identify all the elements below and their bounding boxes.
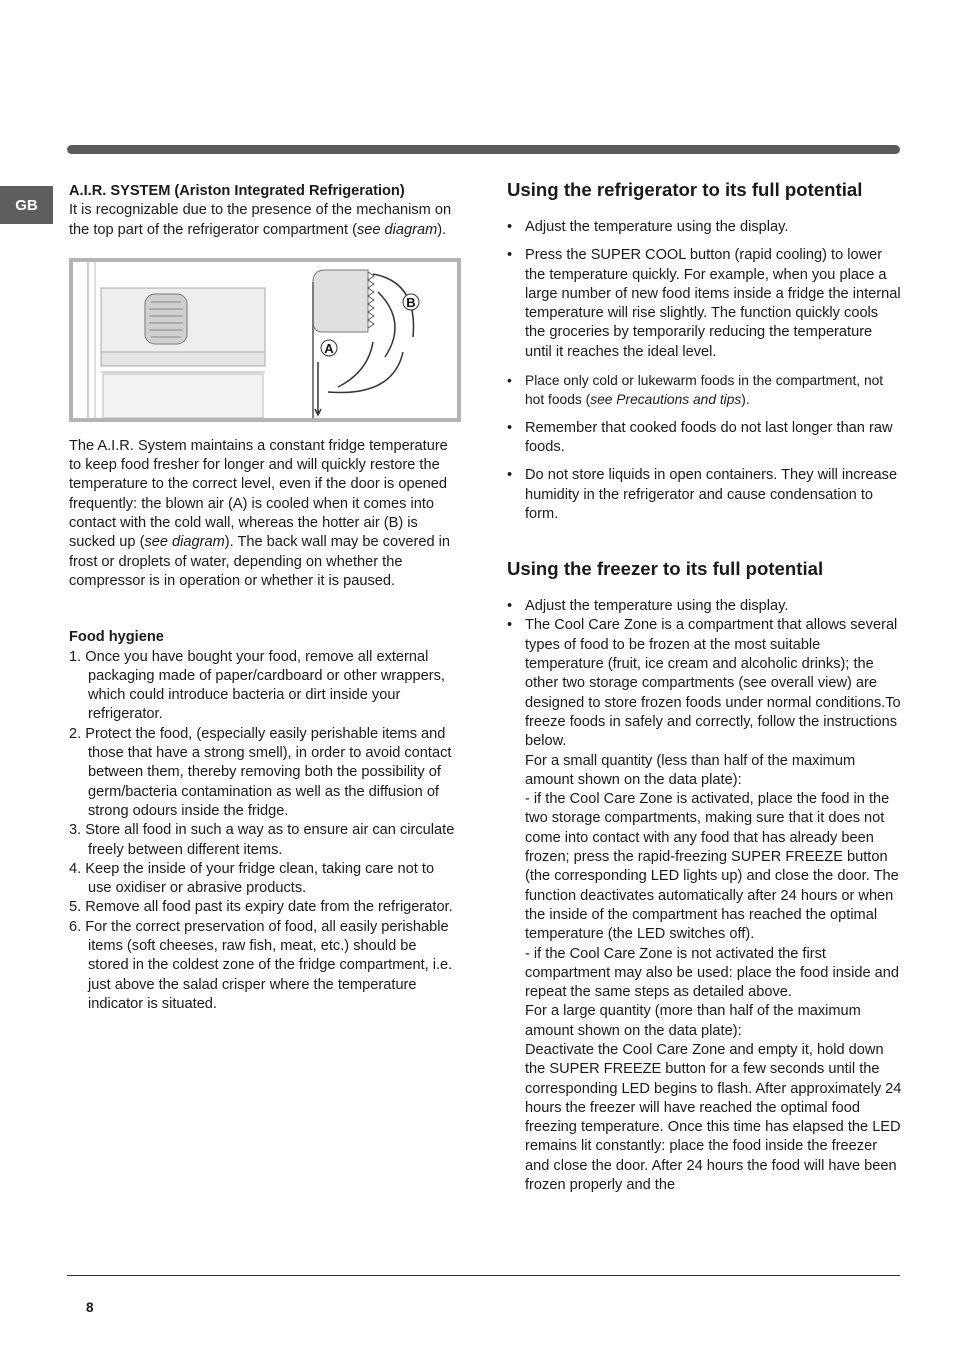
diagram-label-b: B bbox=[406, 294, 416, 310]
list-item: 6. For the correct preservation of food, all easily perishable items (soft cheeses, raw fish, meat, etc.) should be stored in the coldest zone of the fridge compartment, i.e. just above the salad crisper where the temperature indicator is situated. bbox=[69, 918, 453, 1012]
air-system-title: A.I.R. SYSTEM (Ariston Integrated Refrigeration) bbox=[69, 183, 405, 199]
right-column bbox=[507, 178, 902, 1195]
list-item: 2. Protect the food, (especially easily perishable items and those that have a strong smell), in order to avoid contact between them, thereby removing both the possibility of germ/bacteria contamination as well as the diffusion of strong odours inside the fridge. bbox=[69, 725, 452, 819]
language-tab: GB bbox=[0, 186, 53, 224]
list-item: • The Cool Care Zone is a compartment that allows several types of food to be frozen at the most suitable temperature (fruit, ice cream and alcoholic drinks); the other two storage compartments (see overall view) are designed to store frozen foods under normal conditions.To freeze foods in safely and correctly, follow the instructions below. For a small quantity (less than half of the maximum amount shown on the data plate): - if the Cool Care Zone is activated, place the food in the two storage compartments, making sure that it does not come into contact with any food that has already been frozen; press the rapid-freezing SUPER FREEZE button (the corresponding LED lights up) and close the door. The function deactivates automatically after 24 hours or when the inside of the compartment has reached the optimal temperature (the LED switches off). - if the Cool Care Zone is not activated the first compartment may also be used: place the food inside and repeat the same steps as detailed above. For a large quantity (more than half of the maximum amount shown on the data plate): Deactivate the Cool Care Zone and empty it, hold down the SUPER FREEZE button for a few seconds until the corresponding LED begins to flash. After approximately 24 hours the freezer will have reached the optimal food freezing temperature. Once this time has elapsed the LED remains lit constantly: place the food inside the freezer and close the door. After 24 hours the food will have been frozen properly and the bbox=[507, 617, 902, 1194]
fridge-section-title: Using the refrigerator to its full potential bbox=[507, 179, 863, 200]
top-divider-bar bbox=[67, 145, 900, 154]
list-item: 3. Store all food in such a way as to ensure air can circulate freely between different items. bbox=[69, 822, 455, 858]
air-system-description: The A.I.R. System maintains a constant fridge temperature to keep food fresher for longer and will quickly restore the temperature to the correct level, even if the door is opened frequently: the blown air (A) is cooled when it comes into contact with the cold wall, whereas the hotter air (B) is sucked up (see diagram). The back wall may be covered in frost or droplets of water, depending on whether the compressor is in operation or whether it is paused. bbox=[69, 437, 450, 589]
list-item: 4. Keep the inside of your fridge clean, taking care not to use oxidiser or abrasive products. bbox=[69, 860, 435, 897]
list-item: 5. Remove all food past its expiry date from the refrigerator. bbox=[69, 899, 453, 916]
list-item: • Do not store liquids in open containers. They will increase humidity in the refrigerator and cause condensation to form. bbox=[507, 467, 898, 522]
list-item: • Adjust the temperature using the display. bbox=[507, 219, 789, 235]
fridge-tips-list bbox=[507, 218, 902, 524]
left-column bbox=[69, 182, 461, 1014]
freezer-section-title: Using the freezer to its full potential bbox=[507, 558, 824, 580]
food-hygiene-list bbox=[69, 648, 461, 1015]
list-item: 1. Once you have bought your food, remove all external packaging made of paper/cardboard or other wrappers, which could introduce bacteria or dirt inside your refrigerator. bbox=[69, 648, 445, 723]
list-item: • Remember that cooked foods do not last longer than raw foods. bbox=[507, 419, 893, 455]
list-item: • Press the SUPER COOL button (rapid cooling) to lower the temperature quickly. For example, when you place a large number of new food items inside a fridge the internal temperature will rise slightly. The function quickly cools the groceries by temporarily reducing the temperature until it reaches the ideal level. bbox=[507, 247, 901, 360]
bottom-divider bbox=[67, 1275, 900, 1276]
list-item: • Place only cold or lukewarm foods in the compartment, not hot foods (see Precautions and tips). bbox=[507, 373, 884, 408]
diagram-label-a: A bbox=[324, 340, 334, 356]
page-number: 8 bbox=[86, 1300, 94, 1315]
air-system-diagram bbox=[69, 258, 461, 422]
food-hygiene-title: Food hygiene bbox=[69, 629, 164, 646]
freezer-tips-list bbox=[507, 597, 902, 1195]
air-system-intro: It is recognizable due to the presence of the mechanism on the top part of the refrigerator compartment (see diagram). bbox=[69, 202, 452, 238]
list-item: • Adjust the temperature using the display. bbox=[507, 598, 789, 615]
